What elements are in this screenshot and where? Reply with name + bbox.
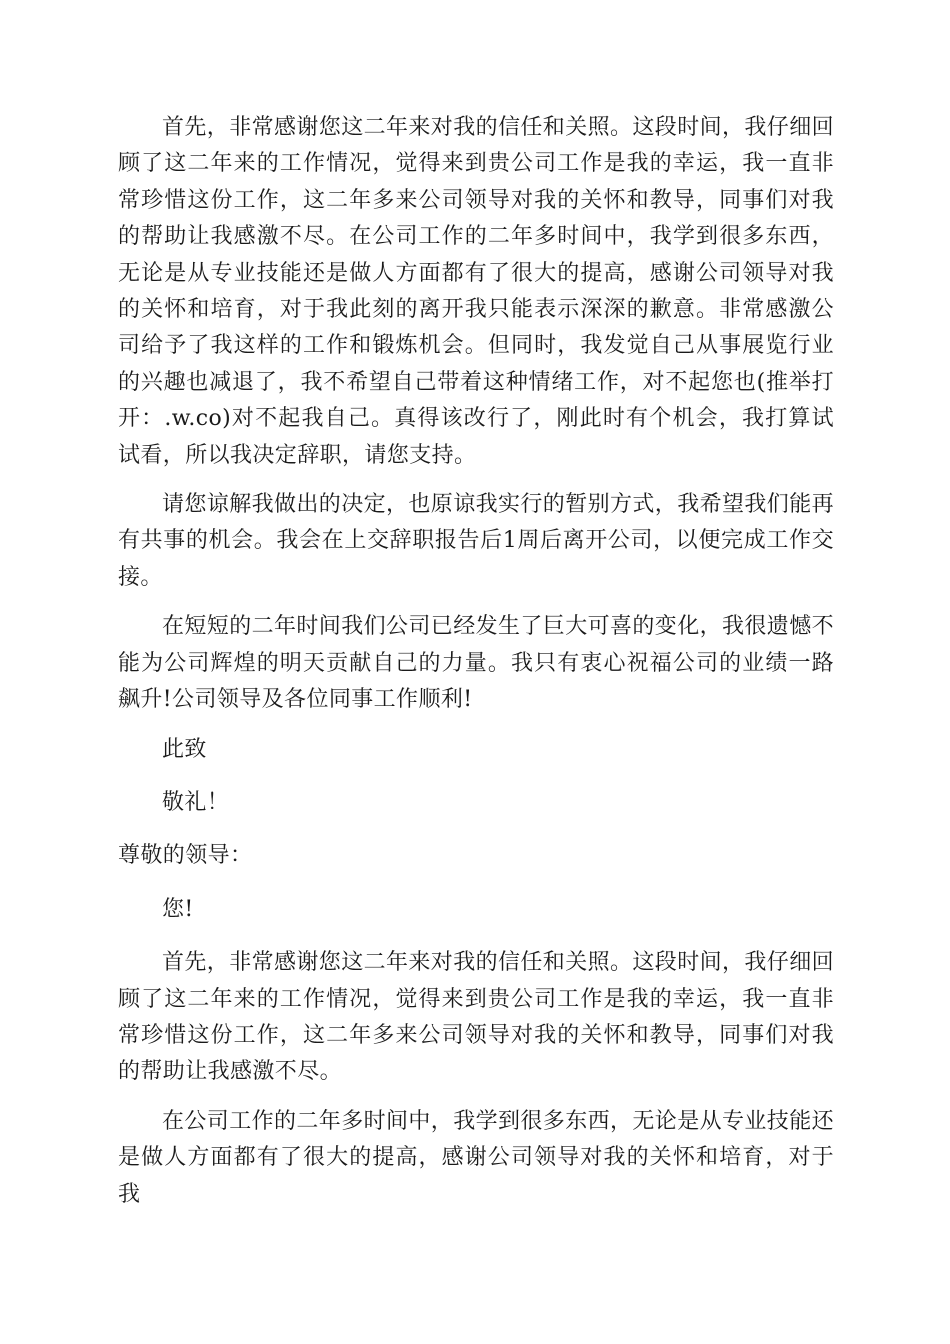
document-page xyxy=(118,110,834,1226)
paragraph-thanks: 首先，非常感谢您这二年来对我的信任和关照。这段时间，我仔细回顾了这二年来的工作情况，觉得来到贵公司工作是我的幸运，我一直非常珍惜这份工作，这二年多来公司领导对我的关怀和教导，同事们对我的帮助让我感激不尽。在公司工作的二年多时间中，我学到很多东西，无论是从专业技能还是做人方面都有了很大的提高，感谢公司领导对我的关怀和培育，对于我此刻的离开我只能表示深深的歉意。非常感激公司给予了我这样的工作和锻炼机会。但同时，我发觉自己从事展览行业的兴趣也减退了，我不希望自己带着这种情绪工作，对不起您也(推举打开：.w.co)对不起我自己。真得该改行了，刚此时有个机会，我打算试试看，所以我决定辞职，请您支持。 xyxy=(118,115,835,468)
paragraph-blessing: 在短短的二年时间我们公司已经发生了巨大可喜的变化，我很遗憾不能为公司辉煌的明天贡献自己的力量。我只有衷心祝福公司的业绩一路飙升!公司领导及各位同事工作顺利! xyxy=(118,614,835,713)
greeting-you: 您! xyxy=(162,896,194,922)
salute-line: 敬礼！ xyxy=(162,789,230,815)
paragraph-thanks-repeat: 首先，非常感谢您这二年来对我的信任和关照。这段时间，我仔细回顾了这二年来的工作情况，觉得来到贵公司工作是我的幸运，我一直非常珍惜这份工作，这二年多来公司领导对我的关怀和教导，同事们对我的帮助让我感激不尽。 xyxy=(118,950,835,1085)
greeting-line: 尊敬的领导： xyxy=(118,843,253,869)
paragraph-understanding: 请您谅解我做出的决定，也原谅我实行的暂别方式，我希望我们能再有共事的机会。我会在上交辞职报告后1周后离开公司，以便完成工作交接。 xyxy=(118,492,835,590)
paragraph-learning: 在公司工作的二年多时间中，我学到很多东西，无论是从专业技能还是做人方面都有了很大的提高，感谢公司领导对我的关怀和培育，对于我 xyxy=(118,1108,835,1207)
closing-line: 此致 xyxy=(162,736,207,762)
